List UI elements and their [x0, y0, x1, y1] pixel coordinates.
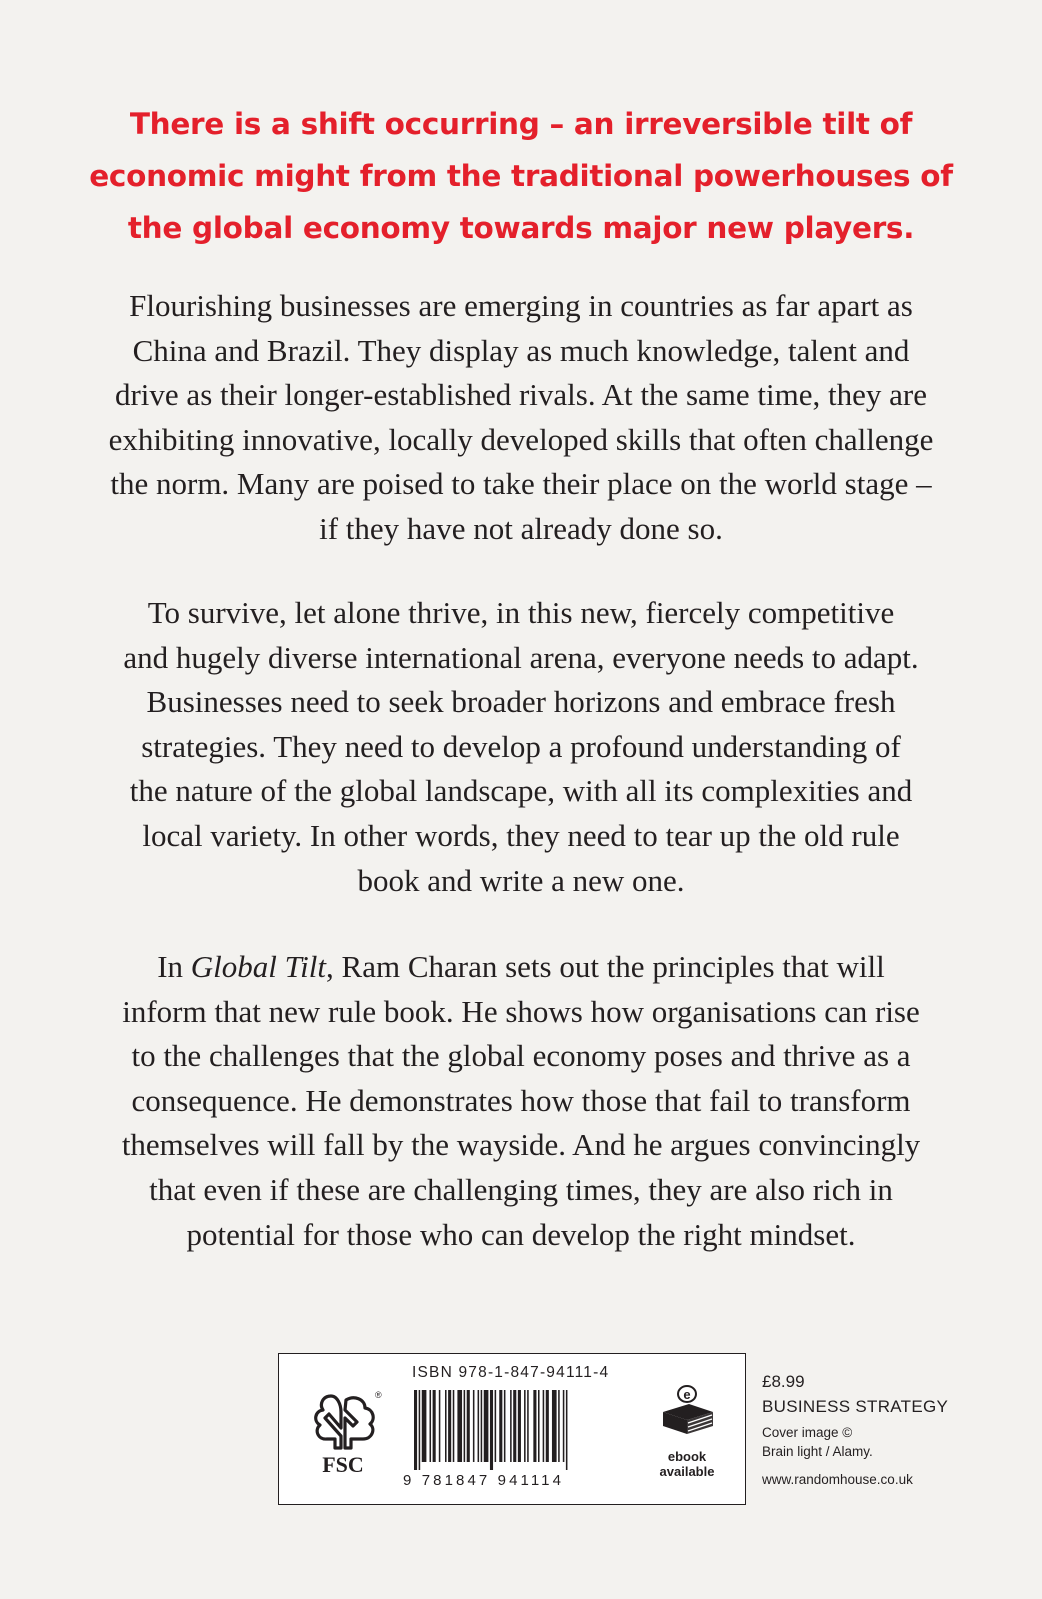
paragraph-line: To survive, let alone thrive, in this new, fiercely competitive	[147, 595, 895, 630]
barcode-bar	[546, 1390, 549, 1462]
barcode-bar	[524, 1390, 526, 1462]
barcode-bar	[566, 1390, 568, 1470]
barcode-bar	[481, 1390, 483, 1462]
barcode-bar	[445, 1390, 447, 1462]
paragraph-text: , Ram Charan sets out the principles that will	[326, 949, 885, 984]
barcode-bar	[453, 1390, 455, 1462]
barcode-bar	[543, 1390, 545, 1462]
paragraph-line: China and Brazil. They display as much knowledge, talent and	[132, 332, 910, 368]
paragraph-line: that even if these are challenging times, they are also rich in	[149, 1171, 893, 1207]
barcode-bar	[558, 1390, 560, 1462]
paragraph-line	[40, 945, 1002, 990]
paragraph-line: consequence. He demonstrates how those that fail to transform	[131, 1082, 911, 1118]
barcode-bar	[499, 1390, 502, 1462]
paragraph-line: local variety. In other words, they need to tear up the old rule	[142, 817, 900, 853]
barcode-bar	[464, 1390, 466, 1462]
barcode-bar	[422, 1390, 427, 1462]
paragraph-line: the nature of the global landscape, with all its complexities and	[129, 773, 913, 809]
side-info	[762, 1370, 948, 1489]
barcode-graphic	[412, 1390, 632, 1470]
paragraph-line: potential for those who can develop the right mindset.	[186, 1216, 856, 1252]
paragraph-line: exhibiting innovative, locally developed skills that often challenge	[108, 421, 934, 457]
paragraph-2	[40, 591, 1002, 903]
headline	[60, 98, 982, 254]
barcode-bar	[513, 1390, 516, 1462]
paragraph-line: book and write a new one.	[357, 862, 685, 898]
barcode-bar	[484, 1390, 489, 1462]
price: £8.99	[762, 1372, 805, 1391]
paragraph-line: strategies. They need to develop a profound understanding of	[141, 728, 901, 764]
barcode-bar	[538, 1390, 540, 1462]
barcode-bar	[478, 1390, 480, 1462]
paragraph-3	[40, 945, 1002, 1257]
fsc-registered-mark: ®	[375, 1390, 382, 1400]
paragraph-line: Flourishing businesses are emerging in countries as far apart as	[129, 288, 913, 323]
barcode-bar	[490, 1390, 493, 1470]
cover-credit-line: Cover image ©	[762, 1425, 853, 1440]
book-title: Global Tilt	[190, 949, 327, 984]
isbn-number: ISBN 978-1-847-94111-4	[412, 1364, 610, 1381]
barcode-bar	[439, 1390, 441, 1462]
ebook-label-line: ebook	[667, 1449, 707, 1464]
paragraph-line: the norm. Many are poised to take their place on the world stage –	[110, 466, 932, 502]
barcode-digits: 9 781847 941114	[403, 1472, 565, 1489]
paragraph-line: themselves will fall by the wayside. And he argues convincingly	[121, 1127, 921, 1163]
cover-credit	[762, 1423, 948, 1461]
barcode-bar	[552, 1390, 557, 1462]
publisher-url[interactable]: www.randomhouse.co.uk	[762, 1472, 913, 1487]
headline-line: economic might from the traditional powerhouses of	[89, 159, 953, 193]
headline-line: the global economy towards major new players.	[127, 211, 915, 245]
barcode-bar	[419, 1390, 421, 1470]
barcode-bar	[430, 1390, 432, 1462]
paragraph-line: inform that new rule book. He shows how organisations can rise	[122, 993, 920, 1029]
headline-line: There is a shift occurring – an irreversible tilt of	[129, 107, 913, 141]
ebook-badge	[649, 1384, 725, 1494]
paragraph-1	[40, 284, 1002, 552]
barcode-bar	[510, 1390, 512, 1462]
paragraph-line: if they have not already done so.	[319, 510, 723, 546]
cover-credit-line: Brain light / Alamy.	[762, 1444, 873, 1459]
category: BUSINESS STRATEGY	[762, 1397, 949, 1416]
barcode-bar	[467, 1390, 470, 1462]
barcode-bar	[495, 1390, 497, 1462]
ebook-label-line: available	[659, 1464, 715, 1479]
barcode-bar	[448, 1390, 451, 1462]
fsc-tree-logo-icon	[301, 1378, 391, 1478]
barcode-box	[278, 1353, 746, 1505]
barcode-bar	[563, 1390, 565, 1462]
ebook-stack-icon	[657, 1384, 717, 1440]
paragraph-line: to the challenges that the global economy poses and thrive as a	[131, 1038, 911, 1074]
ebook-logo-letter: e	[683, 1387, 691, 1402]
paragraph-line: and hugely diverse international arena, everyone needs to adapt.	[123, 639, 919, 675]
paragraph-line: drive as their longer-established rivals. At the same time, they are	[114, 377, 927, 413]
barcode-bar	[473, 1390, 475, 1462]
paragraph-text: In	[157, 949, 191, 984]
barcode-bar	[433, 1390, 436, 1462]
barcode-bar	[518, 1390, 521, 1462]
barcode-bar	[504, 1390, 506, 1462]
barcode-bar	[457, 1390, 462, 1462]
barcode-bar	[533, 1390, 536, 1462]
barcode-bar	[527, 1390, 529, 1462]
paragraph-line: Businesses need to seek broader horizons and embrace fresh	[146, 684, 896, 720]
barcode-bar	[414, 1390, 417, 1470]
fsc-label: FSC	[322, 1452, 364, 1477]
